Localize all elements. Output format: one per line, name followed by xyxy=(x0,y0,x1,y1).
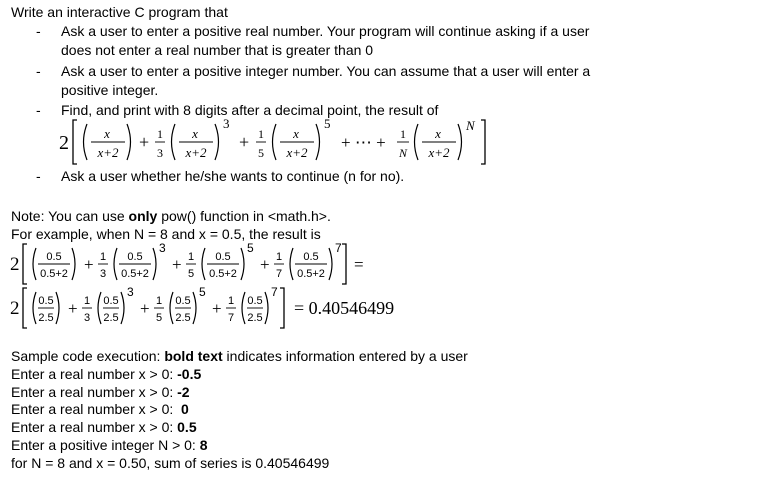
exponent: 3 xyxy=(223,116,230,131)
frac-num: 1 xyxy=(155,295,163,307)
example-formula-1 xyxy=(8,240,408,286)
sample-prompt: Enter a real number x > 0: xyxy=(11,366,178,382)
formula-x: x xyxy=(293,126,299,141)
bullet-dash: - xyxy=(36,102,41,118)
sample-final: for N = 8 and x = 0.50, sum of series is 0.40546499 xyxy=(11,455,330,471)
sample-prompt: Enter a real number x > 0: xyxy=(11,401,182,417)
example-den: 0.5+2 xyxy=(209,268,237,280)
svg-text:+: + xyxy=(172,255,182,274)
frac-den: 5 xyxy=(258,146,264,160)
heading: Write an interactive C program that xyxy=(11,4,228,20)
frac-den: 3 xyxy=(99,268,107,280)
frac-den: 5 xyxy=(187,268,195,280)
bullet-1-line2: does not enter a real number that is greater than 0 xyxy=(61,42,374,58)
bullet-2-line2: positive integer. xyxy=(61,82,159,98)
svg-text:+: + xyxy=(139,132,150,152)
frac-num: 1 xyxy=(99,251,107,263)
bullet-3-line1: Find, and print with 8 digits after a decimal point, the result of xyxy=(61,102,439,118)
exponent: 3 xyxy=(127,285,134,299)
example-num: 0.5 xyxy=(127,251,143,263)
series-formula xyxy=(55,116,495,168)
sample-line xyxy=(11,383,190,401)
svg-text:+: + xyxy=(140,299,150,318)
frac-num: 1 xyxy=(227,295,235,307)
example-intro: For example, when N = 8 and x = 0.5, the result is xyxy=(11,226,321,242)
example-num: 0.5 xyxy=(247,295,263,307)
example-den: 0.5+2 xyxy=(40,268,68,280)
note-bold: only xyxy=(128,208,158,224)
formula-denom: x+2 xyxy=(428,145,450,160)
bullet-dash: - xyxy=(36,23,41,39)
frac-num: 1 xyxy=(157,127,163,141)
example-num: 0.5 xyxy=(303,251,319,263)
svg-text:+: + xyxy=(68,299,78,318)
formula-x: x xyxy=(104,126,110,141)
example-num: 0.5 xyxy=(38,295,54,307)
example-den: 2.5 xyxy=(38,312,54,324)
sample-input: 0.5 xyxy=(177,419,197,435)
sample-line xyxy=(11,436,208,454)
example-num: 0.5 xyxy=(46,251,62,263)
bullet-dash: - xyxy=(36,168,41,184)
bullet-2-line1: Ask a user to enter a positive integer number. You can assume that a user will enter a xyxy=(61,63,591,79)
ellipsis: + ⋯ + xyxy=(341,133,386,152)
exponent: 3 xyxy=(159,241,166,255)
bullet-1-line1: Ask a user to enter a positive real number. Your program will continue asking if a user xyxy=(61,23,590,39)
sample-prompt: Enter a real number x > 0: xyxy=(11,419,178,435)
example-num: 0.5 xyxy=(175,295,191,307)
frac-den: 5 xyxy=(155,312,163,324)
sample-line xyxy=(11,418,197,436)
sample-title xyxy=(11,347,468,365)
sample-line xyxy=(11,400,189,418)
svg-text:+: + xyxy=(260,255,270,274)
frac-num: 1 xyxy=(275,251,283,263)
bullet-dash: - xyxy=(36,63,41,79)
svg-text:+: + xyxy=(84,255,94,274)
exponent: 5 xyxy=(247,241,254,255)
formula-x: x xyxy=(435,126,441,141)
example-result: = 0.40546499 xyxy=(294,298,395,318)
example-coef: 2 xyxy=(10,298,20,319)
note-line xyxy=(11,207,331,225)
exponent: 5 xyxy=(324,116,331,131)
example-num: 0.5 xyxy=(103,295,119,307)
sample-input: 0 xyxy=(181,401,189,417)
sample-input: -0.5 xyxy=(177,366,202,382)
svg-text:+: + xyxy=(212,299,222,318)
exponent: 7 xyxy=(335,241,342,255)
note-suffix: pow() function in <math.h>. xyxy=(157,208,331,224)
frac-num: 1 xyxy=(258,127,264,141)
frac-num: 1 xyxy=(187,251,195,263)
svg-text:+: + xyxy=(239,132,250,152)
exponent: 5 xyxy=(199,285,206,299)
sample-input: 8 xyxy=(199,437,208,453)
sample-line xyxy=(11,365,201,383)
example-den: 2.5 xyxy=(175,312,191,324)
example-den: 2.5 xyxy=(103,312,119,324)
formula-denom: x+2 xyxy=(286,145,308,160)
example-formula-2 xyxy=(8,284,468,330)
note-prefix: Note: You can use xyxy=(11,208,129,224)
formula-denom: x+2 xyxy=(185,145,207,160)
formula-x: x xyxy=(192,126,198,141)
frac-den: 7 xyxy=(275,268,283,280)
sample-prompt: Enter a positive integer N > 0: xyxy=(11,437,200,453)
example-den: 0.5+2 xyxy=(297,268,325,280)
paren-right xyxy=(127,124,131,160)
example-den: 2.5 xyxy=(247,312,263,324)
formula-coef: 2 xyxy=(59,132,69,154)
bullet-4-line1: Ask a user whether he/she wants to continue (n for no). xyxy=(61,168,405,184)
frac-den: 3 xyxy=(83,312,91,324)
exponent: 7 xyxy=(271,285,278,299)
example-num: 0.5 xyxy=(215,251,231,263)
sample-title-bold: bold text xyxy=(164,348,223,364)
equals: = xyxy=(354,255,364,274)
frac-den: 3 xyxy=(157,146,163,160)
sample-title-suffix: indicates information entered by a user xyxy=(222,348,468,364)
frac-num: 1 xyxy=(83,295,91,307)
sample-prompt: Enter a real number x > 0: xyxy=(11,384,178,400)
paren-left xyxy=(84,124,88,160)
example-den: 0.5+2 xyxy=(121,268,149,280)
frac-den: 7 xyxy=(227,312,235,324)
sample-input: -2 xyxy=(177,384,190,400)
example-coef: 2 xyxy=(10,254,20,275)
exponent: N xyxy=(466,118,475,133)
formula-denom: x+2 xyxy=(97,145,119,160)
sample-title-prefix: Sample code execution: xyxy=(11,348,165,364)
frac-den: N xyxy=(398,146,408,160)
frac-num: 1 xyxy=(400,127,406,141)
